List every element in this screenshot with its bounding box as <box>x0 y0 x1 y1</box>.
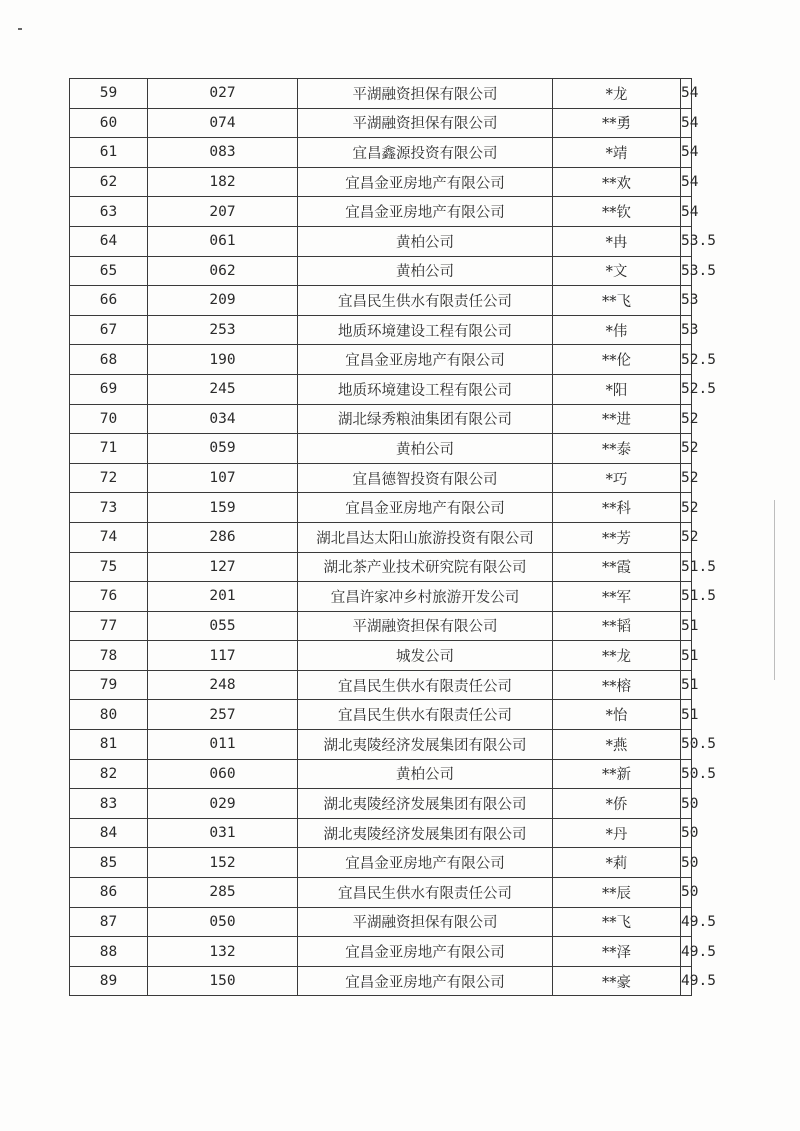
company-cell: 城发公司 <box>298 641 553 671</box>
candidate-name-cell: *文 <box>553 256 681 286</box>
candidate-name-cell: **泰 <box>553 434 681 464</box>
score-cell: 52 <box>681 493 692 523</box>
company-cell: 湖北茶产业技术研究院有限公司 <box>298 552 553 582</box>
rank-cell: 89 <box>70 966 148 996</box>
table-row <box>70 167 692 197</box>
score-cell: 54 <box>681 79 692 109</box>
rank-cell: 67 <box>70 315 148 345</box>
candidate-id-cell: 083 <box>148 138 298 168</box>
score-cell: 54 <box>681 138 692 168</box>
company-cell: 宜昌民生供水有限责任公司 <box>298 286 553 316</box>
table-row <box>70 226 692 256</box>
candidate-name-cell: **韬 <box>553 611 681 641</box>
table-row <box>70 434 692 464</box>
candidate-name-cell: *阳 <box>553 374 681 404</box>
table-row <box>70 818 692 848</box>
rank-cell: 61 <box>70 138 148 168</box>
rank-cell: 83 <box>70 789 148 819</box>
rank-cell: 72 <box>70 463 148 493</box>
table-row <box>70 582 692 612</box>
rank-cell: 63 <box>70 197 148 227</box>
candidate-name-cell: **豪 <box>553 966 681 996</box>
score-cell: 50.5 <box>681 759 692 789</box>
company-cell: 地质环境建设工程有限公司 <box>298 315 553 345</box>
company-cell: 宜昌民生供水有限责任公司 <box>298 700 553 730</box>
company-cell: 宜昌金亚房地产有限公司 <box>298 966 553 996</box>
table-row <box>70 493 692 523</box>
candidate-name-cell: *冉 <box>553 226 681 256</box>
candidate-id-cell: 248 <box>148 670 298 700</box>
scan-speck <box>18 28 22 30</box>
rank-cell: 87 <box>70 907 148 937</box>
candidate-id-cell: 286 <box>148 522 298 552</box>
rank-cell: 73 <box>70 493 148 523</box>
score-cell: 51.5 <box>681 552 692 582</box>
rank-cell: 66 <box>70 286 148 316</box>
candidate-id-cell: 245 <box>148 374 298 404</box>
company-cell: 宜昌民生供水有限责任公司 <box>298 670 553 700</box>
company-cell: 黄柏公司 <box>298 759 553 789</box>
candidate-name-cell: **欢 <box>553 167 681 197</box>
candidate-name-cell: **芳 <box>553 522 681 552</box>
rank-cell: 59 <box>70 79 148 109</box>
score-cell: 52 <box>681 522 692 552</box>
candidate-name-cell: **飞 <box>553 907 681 937</box>
candidate-name-cell: *侨 <box>553 789 681 819</box>
candidate-id-cell: 127 <box>148 552 298 582</box>
candidate-name-cell: **飞 <box>553 286 681 316</box>
score-cell: 53.5 <box>681 256 692 286</box>
candidate-id-cell: 050 <box>148 907 298 937</box>
rank-cell: 65 <box>70 256 148 286</box>
candidate-id-cell: 107 <box>148 463 298 493</box>
table-row <box>70 256 692 286</box>
table-row <box>70 315 692 345</box>
table-row <box>70 966 692 996</box>
rank-cell: 88 <box>70 937 148 967</box>
candidate-id-cell: 190 <box>148 345 298 375</box>
candidate-name-cell: **榕 <box>553 670 681 700</box>
candidate-name-cell: **伦 <box>553 345 681 375</box>
candidate-name-cell: *怡 <box>553 700 681 730</box>
company-cell: 湖北夷陵经济发展集团有限公司 <box>298 789 553 819</box>
score-cell: 54 <box>681 108 692 138</box>
table-row <box>70 759 692 789</box>
score-cell: 51 <box>681 611 692 641</box>
table-row <box>70 108 692 138</box>
table-row <box>70 463 692 493</box>
candidate-name-cell: **军 <box>553 582 681 612</box>
candidate-id-cell: 152 <box>148 848 298 878</box>
rank-cell: 62 <box>70 167 148 197</box>
candidate-name-cell: *靖 <box>553 138 681 168</box>
table-row <box>70 730 692 760</box>
company-cell: 宜昌金亚房地产有限公司 <box>298 493 553 523</box>
company-cell: 宜昌民生供水有限责任公司 <box>298 878 553 908</box>
table-row <box>70 79 692 109</box>
score-cell: 51 <box>681 670 692 700</box>
candidate-name-cell: **龙 <box>553 641 681 671</box>
score-cell: 50 <box>681 848 692 878</box>
candidate-id-cell: 159 <box>148 493 298 523</box>
candidate-id-cell: 207 <box>148 197 298 227</box>
candidate-id-cell: 029 <box>148 789 298 819</box>
table-row <box>70 611 692 641</box>
table-row <box>70 700 692 730</box>
company-cell: 平湖融资担保有限公司 <box>298 907 553 937</box>
score-cell: 52 <box>681 404 692 434</box>
results-table-body <box>70 79 716 996</box>
candidate-id-cell: 117 <box>148 641 298 671</box>
company-cell: 湖北昌达太阳山旅游投资有限公司 <box>298 522 553 552</box>
table-row <box>70 789 692 819</box>
table-row <box>70 937 692 967</box>
rank-cell: 82 <box>70 759 148 789</box>
candidate-id-cell: 253 <box>148 315 298 345</box>
company-cell: 湖北夷陵经济发展集团有限公司 <box>298 730 553 760</box>
score-cell: 50 <box>681 818 692 848</box>
candidate-id-cell: 055 <box>148 611 298 641</box>
score-cell: 49.5 <box>681 966 692 996</box>
score-cell: 54 <box>681 167 692 197</box>
rank-cell: 70 <box>70 404 148 434</box>
rank-cell: 69 <box>70 374 148 404</box>
score-cell: 51.5 <box>681 582 692 612</box>
score-cell: 49.5 <box>681 937 692 967</box>
score-cell: 52 <box>681 434 692 464</box>
candidate-name-cell: *燕 <box>553 730 681 760</box>
company-cell: 宜昌金亚房地产有限公司 <box>298 167 553 197</box>
candidate-id-cell: 285 <box>148 878 298 908</box>
company-cell: 平湖融资担保有限公司 <box>298 108 553 138</box>
score-cell: 52 <box>681 463 692 493</box>
candidate-name-cell: *莉 <box>553 848 681 878</box>
candidate-name-cell: **钦 <box>553 197 681 227</box>
rank-cell: 81 <box>70 730 148 760</box>
score-cell: 53 <box>681 315 692 345</box>
candidate-name-cell: **泽 <box>553 937 681 967</box>
candidate-id-cell: 074 <box>148 108 298 138</box>
candidate-id-cell: 060 <box>148 759 298 789</box>
rank-cell: 84 <box>70 818 148 848</box>
table-row <box>70 138 692 168</box>
rank-cell: 86 <box>70 878 148 908</box>
score-cell: 51 <box>681 641 692 671</box>
rank-cell: 68 <box>70 345 148 375</box>
company-cell: 地质环境建设工程有限公司 <box>298 374 553 404</box>
table-row <box>70 374 692 404</box>
rank-cell: 77 <box>70 611 148 641</box>
candidate-name-cell: **辰 <box>553 878 681 908</box>
table-row <box>70 522 692 552</box>
candidate-id-cell: 201 <box>148 582 298 612</box>
candidate-id-cell: 257 <box>148 700 298 730</box>
candidate-name-cell: *龙 <box>553 79 681 109</box>
score-cell: 51 <box>681 700 692 730</box>
binding-stamp-mark <box>774 500 797 680</box>
rank-cell: 76 <box>70 582 148 612</box>
candidate-name-cell: **进 <box>553 404 681 434</box>
candidate-id-cell: 031 <box>148 818 298 848</box>
candidate-name-cell: *丹 <box>553 818 681 848</box>
company-cell: 宜昌金亚房地产有限公司 <box>298 345 553 375</box>
candidate-id-cell: 132 <box>148 937 298 967</box>
score-cell: 54 <box>681 197 692 227</box>
table-row <box>70 907 692 937</box>
candidate-name-cell: **科 <box>553 493 681 523</box>
score-cell: 50 <box>681 789 692 819</box>
company-cell: 宜昌许家冲乡村旅游开发公司 <box>298 582 553 612</box>
table-row <box>70 641 692 671</box>
company-cell: 宜昌金亚房地产有限公司 <box>298 197 553 227</box>
company-cell: 平湖融资担保有限公司 <box>298 611 553 641</box>
candidate-id-cell: 034 <box>148 404 298 434</box>
company-cell: 平湖融资担保有限公司 <box>298 79 553 109</box>
candidate-name-cell: **勇 <box>553 108 681 138</box>
candidate-id-cell: 209 <box>148 286 298 316</box>
company-cell: 黄柏公司 <box>298 434 553 464</box>
company-cell: 宜昌金亚房地产有限公司 <box>298 848 553 878</box>
rank-cell: 71 <box>70 434 148 464</box>
rank-cell: 74 <box>70 522 148 552</box>
company-cell: 湖北绿秀粮油集团有限公司 <box>298 404 553 434</box>
company-cell: 黄柏公司 <box>298 226 553 256</box>
rank-cell: 79 <box>70 670 148 700</box>
table-row <box>70 670 692 700</box>
score-cell: 53.5 <box>681 226 692 256</box>
candidate-name-cell: **霞 <box>553 552 681 582</box>
score-cell: 50 <box>681 878 692 908</box>
candidate-id-cell: 011 <box>148 730 298 760</box>
candidate-id-cell: 182 <box>148 167 298 197</box>
rank-cell: 60 <box>70 108 148 138</box>
rank-cell: 85 <box>70 848 148 878</box>
table-row <box>70 404 692 434</box>
rank-cell: 75 <box>70 552 148 582</box>
rank-cell: 64 <box>70 226 148 256</box>
candidate-id-cell: 150 <box>148 966 298 996</box>
candidate-id-cell: 061 <box>148 226 298 256</box>
candidate-name-cell: *巧 <box>553 463 681 493</box>
candidate-name-cell: **新 <box>553 759 681 789</box>
table-row <box>70 552 692 582</box>
candidate-id-cell: 059 <box>148 434 298 464</box>
score-cell: 52.5 <box>681 374 692 404</box>
company-cell: 湖北夷陵经济发展集团有限公司 <box>298 818 553 848</box>
candidate-id-cell: 027 <box>148 79 298 109</box>
score-cell: 53 <box>681 286 692 316</box>
score-cell: 49.5 <box>681 907 692 937</box>
candidate-name-cell: *伟 <box>553 315 681 345</box>
table-row <box>70 197 692 227</box>
results-table <box>69 78 716 996</box>
score-cell: 52.5 <box>681 345 692 375</box>
table-row <box>70 848 692 878</box>
company-cell: 宜昌金亚房地产有限公司 <box>298 937 553 967</box>
score-cell: 50.5 <box>681 730 692 760</box>
company-cell: 宜昌鑫源投资有限公司 <box>298 138 553 168</box>
candidate-id-cell: 062 <box>148 256 298 286</box>
company-cell: 宜昌德智投资有限公司 <box>298 463 553 493</box>
table-row <box>70 286 692 316</box>
rank-cell: 78 <box>70 641 148 671</box>
table-row <box>70 878 692 908</box>
company-cell: 黄柏公司 <box>298 256 553 286</box>
rank-cell: 80 <box>70 700 148 730</box>
table-row <box>70 345 692 375</box>
